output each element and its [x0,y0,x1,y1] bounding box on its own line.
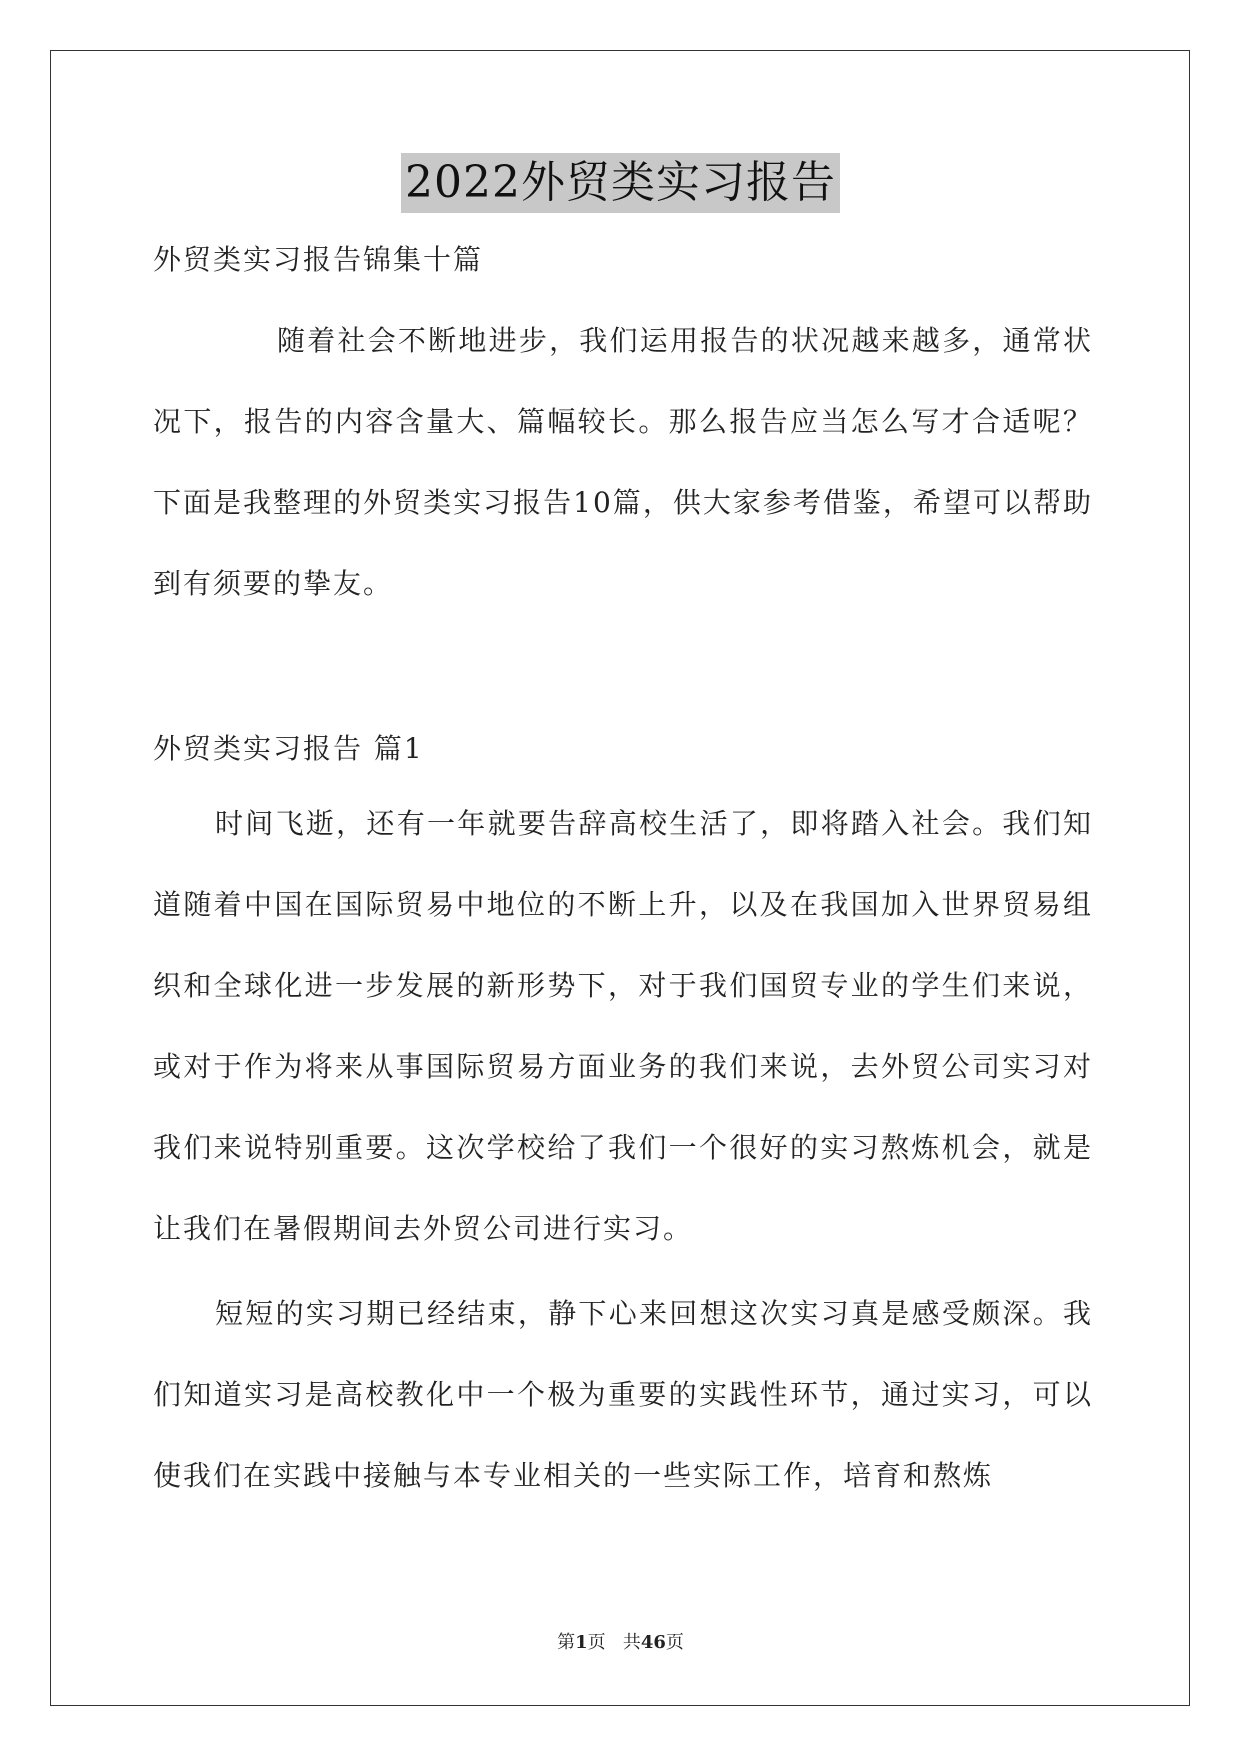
section-heading: 外贸类实习报告 篇1 [153,732,424,765]
document-subtitle: 外贸类实习报告锦集十篇 [153,243,484,276]
total-suffix: 页 [665,1632,684,1653]
body-paragraph: 短短的实习期已经结束，静下心来回想这次实习真是感受颇深。我们知道实习是高校教化中一个极为重要的实践性环节，通过实习，可以使我们在实践中接触与本专业相关的一些实际工作，培育和熬炼 [153,1297,1093,1492]
page-suffix: 页 [587,1632,606,1653]
title-container [0,153,1241,213]
document-body [153,234,1093,1516]
intro-paragraph: 随着社会不断地进步，我们运用报告的状况越来越多，通常状况下，报告的内容含量大、篇幅较长。那么报告应当怎么写才合适呢？下面是我整理的外贸类实习报告10篇，供大家参考借鉴，希望可以帮助到有须要的挚友。 [153,324,1093,600]
page-number: 1 [575,1632,588,1653]
page-prefix: 第 [557,1632,576,1653]
body-paragraph: 时间飞逝，还有一年就要告辞高校生活了，即将踏入社会。我们知道随着中国在国际贸易中地位的不断上升，以及在我国加入世界贸易组织和全球化进一步发展的新形势下，对于我们国贸专业的学生们来说，或对于作为将来从事国际贸易方面业务的我们来说，去外贸公司实习对我们来说特别重要。这次学校给了我们一个很好的实习熬炼机会，就是让我们在暑假期间去外贸公司进行实习。 [153,807,1093,1245]
total-pages: 46 [640,1632,666,1653]
document-title: 2022外贸类实习报告 [401,153,840,213]
total-prefix: 共 [622,1632,641,1653]
page-footer [0,1628,1241,1654]
